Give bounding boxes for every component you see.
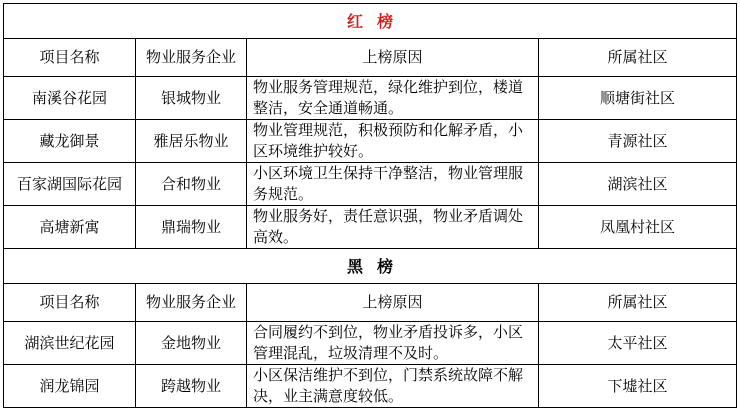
company-name: 金地物业	[136, 322, 247, 365]
company-name: 雅居乐物业	[136, 120, 247, 163]
reason-text: 物业服务好，责任意识强，物业矛盾调处高效。	[247, 206, 539, 249]
table-row	[4, 365, 737, 408]
community-name: 青源社区	[539, 120, 737, 163]
column-header-reason: 上榜原因	[247, 284, 539, 322]
project-name: 百家湖国际花园	[4, 163, 136, 206]
column-header-company: 物业服务企业	[136, 39, 247, 77]
reason-text: 合同履约不到位，物业矛盾投诉多，小区管理混乱，垃圾清理不及时。	[247, 322, 539, 365]
community-name: 下墟社区	[539, 365, 737, 408]
reason-text: 小区保洁维护不到位，门禁系统故障不解决，业主满意度较低。	[247, 365, 539, 408]
community-name: 凤凰村社区	[539, 206, 737, 249]
table-row	[4, 322, 737, 365]
red-list-title: 红榜	[4, 4, 737, 39]
red-list-header-row	[4, 39, 737, 77]
project-name: 润龙锦园	[4, 365, 136, 408]
company-name: 鼎瑞物业	[136, 206, 247, 249]
company-name: 合和物业	[136, 163, 247, 206]
company-name: 银城物业	[136, 77, 247, 120]
community-name: 太平社区	[539, 322, 737, 365]
ranking-table	[3, 3, 737, 408]
project-name: 高塘新寓	[4, 206, 136, 249]
community-name: 顺塘街社区	[539, 77, 737, 120]
column-header-project: 项目名称	[4, 284, 136, 322]
column-header-community: 所属社区	[539, 39, 737, 77]
reason-text: 物业管理规范，积极预防和化解矛盾，小区环境维护较好。	[247, 120, 539, 163]
table-row	[4, 206, 737, 249]
column-header-company: 物业服务企业	[136, 284, 247, 322]
black-list-title-row	[4, 249, 737, 284]
table-row	[4, 120, 737, 163]
company-name: 跨越物业	[136, 365, 247, 408]
table-row	[4, 77, 737, 120]
project-name: 南溪谷花园	[4, 77, 136, 120]
table-row	[4, 163, 737, 206]
community-name: 湖滨社区	[539, 163, 737, 206]
reason-text: 物业服务管理规范，绿化维护到位，楼道整洁，安全通道畅通。	[247, 77, 539, 120]
column-header-community: 所属社区	[539, 284, 737, 322]
black-list-title: 黑榜	[4, 249, 737, 284]
project-name: 藏龙御景	[4, 120, 136, 163]
project-name: 湖滨世纪花园	[4, 322, 136, 365]
reason-text: 小区环境卫生保持干净整洁，物业管理服务规范。	[247, 163, 539, 206]
column-header-project: 项目名称	[4, 39, 136, 77]
red-list-title-row	[4, 4, 737, 39]
black-list-header-row	[4, 284, 737, 322]
column-header-reason: 上榜原因	[247, 39, 539, 77]
